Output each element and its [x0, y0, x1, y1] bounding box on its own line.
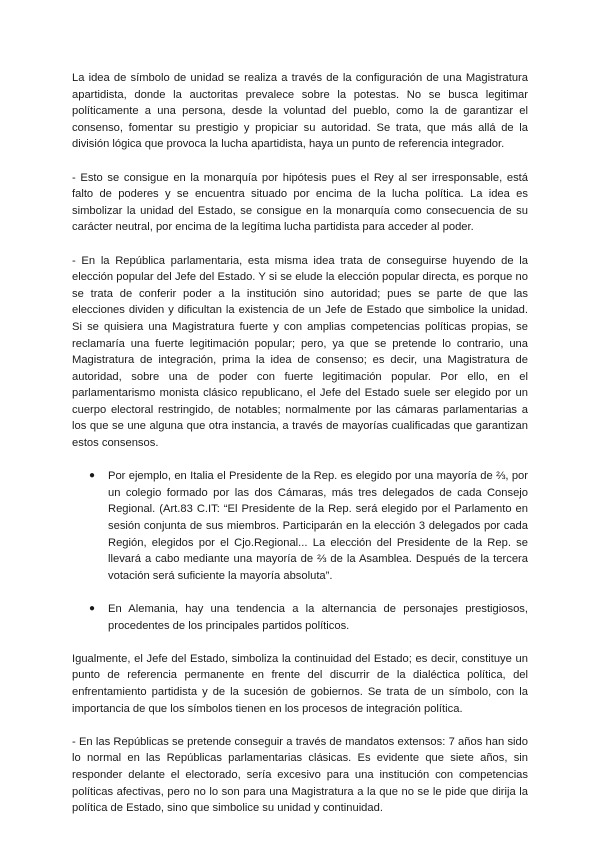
bullet-icon: ● — [89, 470, 96, 482]
list-item-text: En Alemania, hay una tendencia a la alternancia de personajes prestigiosos, procedentes de los principales partidos políticos. — [108, 603, 528, 632]
paragraph-symbol-of-unity: La idea de símbolo de unidad se realiza a través de la configuración de una Magistratura apartidista, donde la auctoritas prevalece sobre la potestas. No se busca legitimar políticamente a una persona, desde la voluntad del pueblo, como la de garantizar el consenso, fomentar su prestigio y propiciar su autoridad. Se trata, que más allá de la división lógica que provoca la lucha apartidista, haya un punto de referencia integrador. — [72, 72, 528, 151]
list-item-text: Por ejemplo, en Italia el Presidente de la Rep. es elegido por una mayoría de ⅔, por un colegio formado por las dos Cámaras, más tres delegados de cada Consejo Regional. (Art.83 C.IT: “El Presidente de la Rep. será elegido por el Parlamento en sesión conjunta de sus miembros. Participarán en la elección 3 delegados por cada Región, elegidos por el Cjo.Regional... La elección del Presidente de la Rep. se llevará a cabo mediante una mayoría de ⅔ de la Asamblea. Después de la tercera votación será suficiente la mayoría absoluta”. — [108, 470, 528, 582]
paragraph-parliamentary-republic: - En la República parlamentaria, esta misma idea trata de conseguirse huyendo de la elección popular del Jefe del Estado. Y si se elude la elección popular directa, es porque no se trata de conferir poder a la institución sino autoridad; pues se parte de que las elecciones dividen y dificultan la existencia de un Jefe de Estado que simbolice la unidad. Si se quisiera una Magistratura fuerte y con amplias competencias políticas propias, se reclamaría una fuerte legitimación popular; pero, ya que se pretende lo contrario, una Magistratura de integración, prima la idea de consenso; es decir, una Magistratura de autoridad, sobre una de poder con fuerte legitimación popular. Por ello, en el parlamentarismo monista clásico republicano, el Jefe del Estado suele ser elegido por un cuerpo electoral restringido, de notables; normalmente por las cámaras parlamentarias a los que se une alguna que otra instancia, a través de mayorías cualificadas que garantizan estos consensos. — [72, 254, 528, 450]
list-item-germany — [72, 601, 528, 634]
list-item-italy — [72, 468, 528, 584]
examples-list — [72, 468, 528, 634]
bullet-icon: ● — [89, 603, 96, 614]
document-page — [72, 70, 528, 833]
paragraph-continuity: Igualmente, el Jefe del Estado, simboliza la continuidad del Estado; es decir, constituye un punto de referencia permanente en frente del discurrir de la dialéctica política, del enfrentamiento partidista y de la sucesión de gobiernos. Se trata de un símbolo, con la importancia de que los símbolos tienen en los procesos de integración política. — [72, 652, 528, 715]
paragraph-republic-mandates: - En las Repúblicas se pretende conseguir a través de mandatos extensos: 7 años han sido lo normal en las Repúblicas parlamentarias clásicas. Es evidente que siete años, sin responder delante el electorado, sería excesivo para una institución con competencias políticas afectivas, pero no lo son para una Magistratura a la que no se le pide que dirija la política de Estado, sino que simbolice su unidad y continuidad. — [72, 735, 528, 815]
paragraph-monarchy: - Esto se consigue en la monarquía por hipótesis pues el Rey al ser irresponsable, está falto de poderes y se encuentra situado por encima de la lucha política. La idea es simbolizar la unidad del Estado, se consigue en la monarquía como consecuencia de su carácter neutral, por encima de la legítima lucha partidista para acceder al poder. — [72, 171, 528, 234]
